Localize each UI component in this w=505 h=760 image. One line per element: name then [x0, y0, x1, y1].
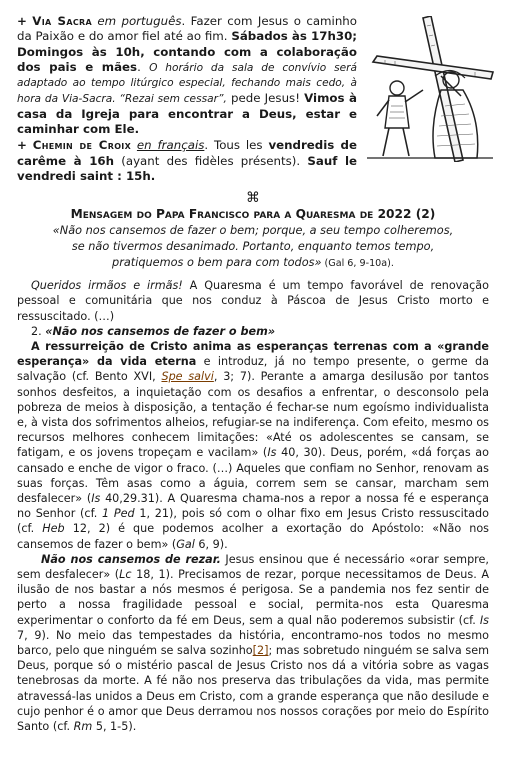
- separator-icon: ⌘: [246, 190, 260, 207]
- plus-icon: +: [17, 138, 27, 153]
- p3-text: 18, 1). Precisamos de rezar, porque necessitamos de Deus. A ilusão de nos bastar a nós mesmos é perigosa. Se a pandemia nos fez sentir de perto a nossa fragilidade pessoal e social, permita-nos esta Quaresma experimentar o conforto da fé em Deus, sem a qual não poderemos subsistir (cf.: [17, 568, 489, 627]
- cross-engraving-icon: [365, 16, 495, 162]
- via-sacra-schedule: Sábados às 17h30; Domingos às 10h, contando com a colaboração dos pais e mães: [17, 29, 358, 74]
- p2-lead: A ressurreição de Cristo anima as esperanças terrenas com a «grande esperança» da vida eterna: [17, 339, 489, 369]
- fr-text-a: . Tous les: [204, 138, 269, 153]
- intro-text: A Quaresma é um tempo favorável de renovação pessoal e comunitária que nos conduz à Páscoa de Jesus Cristo morto e ressuscitado. (…): [17, 279, 489, 323]
- language-pt: em português: [97, 14, 182, 28]
- p2-ref: 1 Ped: [102, 507, 135, 521]
- via-sacra-text: . Fazer com Jesus o caminho da Paixão e do amor fiel até ao fim.: [17, 14, 357, 44]
- via-sacra-label: Via Sacra: [32, 14, 92, 28]
- p3-text: 5, 1-5).: [92, 720, 137, 734]
- p3-ref: Lc: [119, 568, 132, 582]
- p3-ref: Is: [479, 613, 489, 627]
- p2-ref: Is: [91, 492, 101, 505]
- quote-line-1: «Não nos cansemos de fazer o bem; porque, a seu tempo colheremos,: [52, 224, 454, 238]
- language-fr: en français: [136, 138, 205, 153]
- greeting: Queridos irmãos e irmãs!: [31, 279, 183, 293]
- quote-line-3: [17, 255, 489, 272]
- chemin-de-croix-label: Chemin de Croix: [32, 138, 132, 153]
- invite-text: Vimos à casa da Igreja para encontrar a Deus, estar e caminhar com Ele.: [17, 91, 357, 136]
- fr-schedule: vendredis de carême à 16h: [17, 138, 357, 168]
- notice-portuguese: + Via Sacra em português. Fazer com Jesus o caminho da Paixão e do amor fiel até ao fim. Sábados às 17h30; Domingos às 10h, contando com a colaboração dos pais e mães. O horário da sala de convívio será adaptado ao tempo litúrgico especial, fechando mais cedo, à hora da Via-Sacra. “Rezai sem cessar”, pede Jesus! Vimos à casa da Igreja para encontrar a Deus, estar e caminhar com Ele.: [17, 14, 358, 136]
- paragraph-resurrection: [17, 339, 489, 552]
- p3-ref: Rm: [73, 720, 93, 734]
- fr-exception: Sauf le vendredi saint : 15h.: [17, 153, 357, 183]
- p2-text: 1, 21), pois só com o olhar fixo em Jesus Cristo ressuscitado (cf.: [17, 507, 489, 536]
- p2-ref: Heb: [42, 522, 65, 536]
- intro-paragraph: [17, 278, 489, 324]
- jesus-carrying-cross-illustration: [365, 16, 495, 162]
- p2-text: 12, 2) é que podemos acolher a exortação do Apóstolo: «Não nos cansemos de fazer o bem» (: [17, 522, 489, 551]
- p2-text: 6, 9).: [194, 537, 228, 551]
- bulletin-page: [17, 14, 489, 734]
- p3-text: Jesus ensinou que é necessário «orar sempre, sem desfalecer» (: [17, 552, 489, 582]
- spe-salvi-link[interactable]: Spe salvi: [161, 370, 214, 384]
- fr-text-b: (ayant des fidèles présents).: [114, 153, 308, 168]
- p2-ref: Gal: [176, 537, 195, 551]
- message-title: Mensagem do Papa Francisco para a Quaresma de 2022 (2): [70, 207, 436, 222]
- room-hours-note: O horário da sala de convívio será adaptado ao tempo litúrgico especial, fechando mais cedo, à hora da Via-Sacra. “Rezai sem cessar”,: [17, 61, 358, 106]
- p2-text: 40,29.31). A Quaresma chama-nos a repor a nossa fé e esperança no Senhor (cf.: [17, 492, 489, 521]
- p3-lead: Não nos cansemos de rezar.: [41, 552, 221, 566]
- paragraph-prayer: [17, 552, 489, 734]
- section-number: 2.: [31, 324, 46, 338]
- message-body: [17, 278, 489, 734]
- p3-text: ; mas sobretudo ninguém se salva sem Deus, porque só o mistério pascal de Jesus Cristo nos dá a vitória sobre as vagas tenebrosas da morte. A fé não nos preserva das tribulações da vida, mas permite atravessá-las unidos a Deus em Cristo, com a grande esperança que não desilude e cujo penhor é o amor que Deus derramou nos nossos corações por meio do Espírito Santo (cf.: [17, 644, 489, 734]
- p2-text: , 3; 7). Perante a amarga desilusão por tantos sonhos desfeitos, a inquietação com os desafios a enfrentar, o desconsolo pela pobreza de meios à disposição, a tentação é fechar-se num egoísmo individualista e, à vista dos sofrimentos alheios, refugiar-se na indiferença. Com efeito, mesmo os recursos melhores conhecem limitações: «Até os adolescentes se cansam, se fatigam, e os jovens tropeçam e vacilam» (: [17, 370, 489, 460]
- note-after: pede Jesus!: [226, 91, 305, 106]
- section-title: «Não nos cansemos de fazer o bem»: [45, 324, 276, 338]
- p2-text: 40, 30). Deus, porém, «dá forças ao cansado e enche de vigor o fraco. (…) Aqueles que confiam no Senhor, renovam as suas forças. Têm asas como a águia, correm sem se cansar, marcham sem desfalecer» (: [17, 446, 489, 505]
- p2-ref: Is: [267, 446, 277, 460]
- p3-text: 7, 9). No meio das tempestades da história, encontramo-nos todos no mesmo barco, pelo que ninguém se salva sozinho: [17, 628, 489, 658]
- quote-line-2: se não tivermos desanimado. Portanto, enquanto temos tempo,: [71, 240, 435, 254]
- quote-text: pratiquemos o bem para com todos»: [112, 256, 322, 270]
- footnote-link[interactable]: [2]: [252, 644, 269, 658]
- quote-reference: (Gal 6, 9-10a).: [321, 258, 394, 270]
- section-heading: [17, 324, 489, 339]
- p2-text: e introduz, já no tempo presente, o germe da salvação (cf. Bento XVI,: [17, 355, 489, 384]
- plus-icon: +: [17, 14, 27, 28]
